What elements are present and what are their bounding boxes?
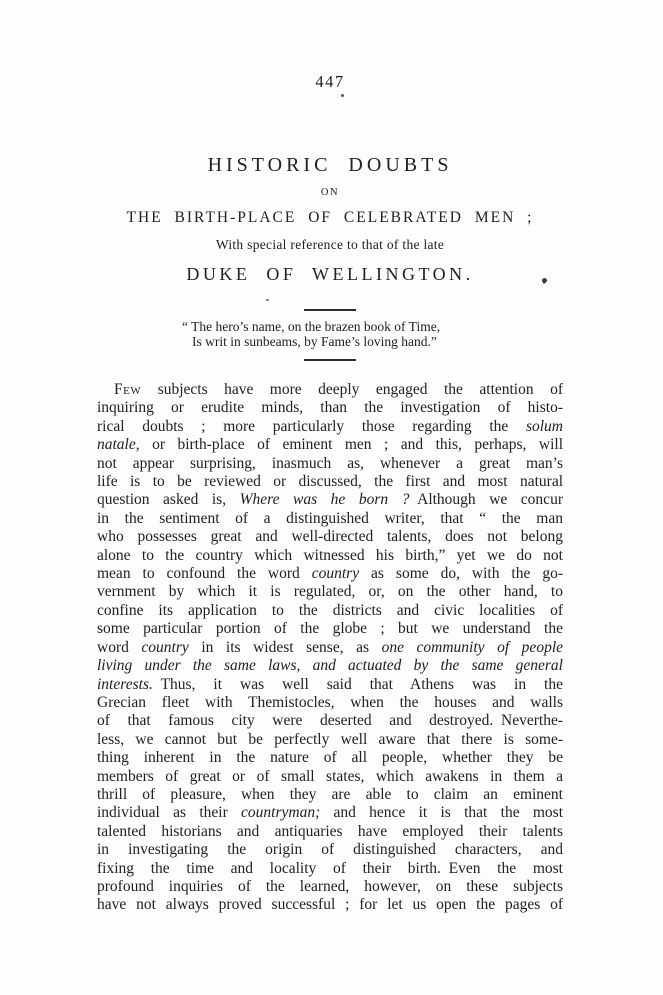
body-text-run: word	[97, 638, 142, 656]
body-line	[97, 455, 563, 473]
chapter-dedication: DUKE OF WELLINGTON.	[186, 264, 474, 284]
body-line	[97, 491, 563, 509]
body-text-run: Grecian fleet with Themistocles, when the houses and walls	[97, 693, 563, 711]
divider-rule-bottom	[304, 359, 356, 361]
body-text-run: not appear surprising, inasmuch as, whenever a great man’s	[97, 454, 563, 472]
chapter-reference-note: With special reference to that of the late	[215, 237, 445, 252]
epigraph-quote	[182, 320, 563, 349]
scan-speck	[341, 94, 344, 97]
body-text-run: some particular portion of the globe ; but we understand the	[97, 620, 563, 638]
body-line	[97, 786, 563, 804]
body-line	[97, 731, 563, 749]
chapter-title-connector: ON	[320, 187, 340, 198]
body-italic-run: one community of people	[381, 638, 564, 656]
body-text-run: alone to the country which witnessed his birth,” yet we do not	[97, 546, 563, 564]
text-column	[97, 0, 563, 915]
body-line	[97, 860, 563, 878]
body-text-run: and hence it is that the most	[320, 804, 564, 822]
body-line	[97, 528, 563, 546]
body-text-run: fixing the time and locality of their birth. Even the most	[97, 859, 563, 877]
body-line	[97, 547, 563, 565]
body-text-run: talented historians and antiquaries have employed their talents	[97, 822, 563, 840]
body-text-run: in investigating the origin of distinguished characters, and	[97, 841, 563, 859]
body-text-run: have not always proved successful ; for let us open the pages of	[97, 896, 563, 914]
body-line	[97, 657, 563, 675]
body-line	[97, 473, 563, 491]
body-italic-run: living under the same laws, and actuated by the same general	[97, 657, 563, 675]
body-line	[97, 510, 563, 528]
body-line	[97, 620, 563, 638]
body-line	[97, 602, 563, 620]
body-paragraph	[97, 381, 563, 915]
body-line	[97, 583, 563, 601]
body-text-run: members of great or of small states, which awakens in them a	[97, 767, 563, 785]
body-line	[97, 676, 563, 694]
body-italic-run: solum	[525, 417, 563, 435]
body-italic-run: natale,	[97, 436, 140, 454]
body-text-run: who possesses great and well-directed talents, does not belong	[97, 528, 563, 546]
body-text-run: life is to be reviewed or discussed, the first and most natural	[97, 473, 563, 491]
body-text-run: less, we cannot but be perfectly well aware that there is some-	[97, 730, 563, 748]
epigraph-line-1: “ The hero’s name, on the brazen book of Time,	[182, 319, 441, 334]
chapter-title: HISTORIC DOUBTS	[207, 154, 453, 176]
body-line	[97, 823, 563, 841]
body-text-run: question asked is,	[97, 491, 240, 509]
body-text-run: thing inherent in the nature of all people, whether they be	[97, 749, 563, 767]
body-text-run: in its widest sense, as	[188, 638, 382, 656]
body-italic-run: countryman;	[241, 804, 321, 822]
body-text-run: mean to confound the word	[97, 565, 312, 583]
body-text-run: vernment by which it is regulated, or, on the other hand, to	[97, 583, 563, 601]
chapter-subtitle: THE BIRTH-PLACE OF CELEBRATED MEN ;	[126, 209, 534, 226]
body-text-run: profound inquiries of the learned, however, on these subjects	[97, 877, 563, 895]
body-italic-run: country	[141, 638, 189, 656]
body-text-run: or birth-place of eminent men ; and this, perhaps, will	[139, 436, 563, 454]
body-text-run: confine its application to the districts and civic localities of	[97, 601, 563, 619]
body-text-run: thrill of pleasure, when they are able to claim an eminent	[97, 785, 563, 803]
body-text-run: subjects have more deeply engaged the attention of	[141, 381, 563, 398]
body-line	[97, 712, 563, 730]
page-number: 447	[315, 72, 345, 91]
body-line	[97, 694, 563, 712]
body-line	[97, 565, 563, 583]
body-line	[97, 896, 563, 914]
body-text-run: rical doubts ; more particularly those regarding the	[97, 417, 526, 435]
body-line	[97, 804, 563, 822]
body-text-run: Few	[114, 381, 142, 398]
body-line	[97, 381, 563, 399]
body-line	[97, 436, 563, 454]
body-text-run: as some do, with the go-	[359, 565, 563, 583]
body-text-run: of that famous city were deserted and destroyed. Neverthe-	[97, 712, 563, 730]
body-text-run: in the sentiment of a distinguished writer, that “ the man	[97, 509, 563, 527]
body-line	[97, 878, 563, 896]
body-italic-run: country	[311, 565, 360, 583]
body-text-run: Although we concur	[409, 491, 563, 509]
body-line	[97, 749, 563, 767]
epigraph-line-2: Is writ in sunbeams, by Fame’s loving hand.”	[192, 333, 437, 349]
body-line	[97, 639, 563, 657]
body-italic-run: interests.	[97, 675, 153, 693]
body-line	[97, 418, 563, 436]
body-line	[97, 841, 563, 859]
body-italic-run: Where was he born ?	[239, 491, 410, 509]
body-text-run: inquiring or erudite minds, than the investigation of histo-	[97, 399, 563, 417]
body-line	[97, 768, 563, 786]
body-text-run: Thus, it was well said that Athens was in the	[152, 675, 563, 693]
body-text-run: individual as their	[97, 804, 242, 822]
body-line	[97, 399, 563, 417]
scan-speck	[266, 299, 269, 301]
divider-rule-top	[304, 309, 356, 311]
